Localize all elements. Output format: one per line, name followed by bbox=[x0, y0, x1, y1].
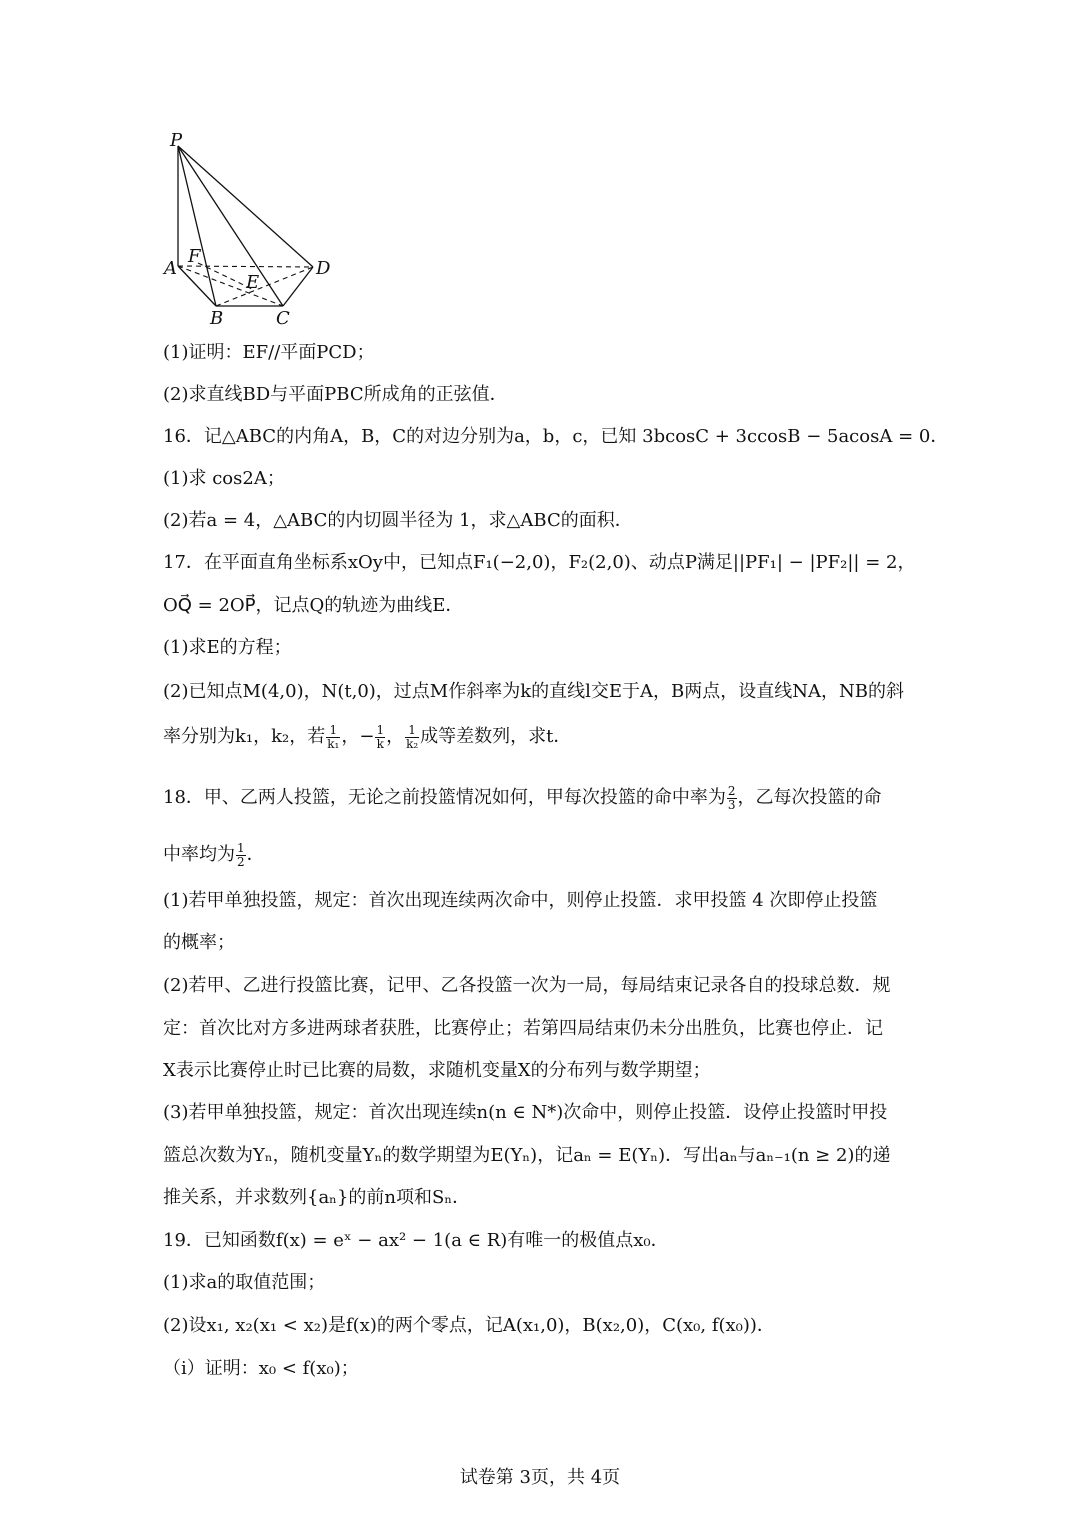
label-E: E bbox=[246, 272, 260, 293]
label-B: B bbox=[210, 308, 224, 329]
page-footer: 试卷第 3页，共 4页 bbox=[459, 1467, 621, 1488]
text-line: X表示比赛停止时已比赛的局数，求随机变量X的分布列与数学期望； bbox=[163, 1060, 711, 1081]
fraction bbox=[405, 724, 419, 751]
edge-PB bbox=[178, 146, 216, 306]
text-line: (1)求a的取值范围； bbox=[163, 1272, 326, 1293]
edge-AB bbox=[178, 266, 216, 306]
text-line: OQ⃗ = 2OP⃗，记点Q的轨迹为曲线E． bbox=[163, 595, 464, 616]
text-segment: 率分别为k₁，k₂，若 bbox=[163, 726, 326, 747]
fraction-numerator: 2 bbox=[727, 783, 736, 798]
text-line: (1)求E的方程； bbox=[163, 637, 292, 658]
edge-CD bbox=[283, 267, 313, 306]
fraction-denominator: k₁ bbox=[327, 736, 340, 751]
text-line: 推关系，并求数列{aₙ}的前n项和Sₙ． bbox=[163, 1187, 471, 1208]
fraction-denominator: 2 bbox=[237, 854, 245, 869]
text-line: (1)证明：EF//平面PCD； bbox=[163, 342, 375, 363]
pyramid-figure bbox=[158, 126, 348, 331]
label-P: P bbox=[170, 130, 183, 151]
text-segment: 中率均为 bbox=[163, 844, 235, 865]
text-line: (2)设x₁, x₂(x₁ < x₂)是f(x)的两个零点，记A(x₁,0)，B(x₂,0)，C(x₀, f(x₀))． bbox=[163, 1315, 775, 1336]
text-segment: ， bbox=[386, 726, 405, 747]
fraction bbox=[236, 842, 246, 869]
text-line: 定：首次比对方多进两球者获胜，比赛停止；若第四局结束仍未分出胜负，比赛也停止．记 bbox=[163, 1018, 883, 1039]
text-line-fractions bbox=[163, 722, 923, 752]
problem-16: 16．记△ABC的内角A，B，C的对边分别为a，b，c，已知 3bcosC + 3ccosB − 5acosA = 0． bbox=[163, 426, 949, 447]
text-line-fractions bbox=[163, 840, 923, 870]
text-segment: 成等差数列，求t． bbox=[420, 726, 572, 747]
fraction-numerator: 1 bbox=[237, 840, 245, 855]
text-line: (1)若甲单独投篮，规定：首次出现连续两次命中，则停止投篮．求甲投篮 4 次即停止投篮 bbox=[163, 890, 878, 911]
text-line: (2)若甲、乙进行投篮比赛，记甲、乙各投篮一次为一局，每局结束记录各自的投球总数．规 bbox=[163, 975, 891, 996]
fraction-numerator: 1 bbox=[405, 724, 419, 738]
label-F: F bbox=[188, 246, 201, 267]
text-line: (1)求 cos2A； bbox=[163, 468, 285, 489]
text-segment: 18．甲、乙两人投篮，无论之前投篮情况如何，甲每次投篮的命中率为 bbox=[163, 787, 726, 808]
problem-18 bbox=[163, 783, 923, 813]
text-line: (2)若a = 4，△ABC的内切圆半径为 1，求△ABC的面积． bbox=[163, 510, 633, 531]
fraction-denominator: k₂ bbox=[406, 736, 419, 751]
text-line: (2)已知点M(4,0)，N(t,0)，过点M作斜率为k的直线l交E于A，B两点，设直线NA，NB的斜 bbox=[163, 681, 904, 702]
fraction-numerator: 1 bbox=[326, 724, 340, 738]
problem-17: 17．在平面直角坐标系xOy中，已知点F₁(−2,0)，F₂(2,0)、动点P满足||PF₁| − |PF₂|| = 2， bbox=[163, 552, 916, 573]
text-line: 的概率； bbox=[163, 932, 235, 953]
text-segment: ，− bbox=[341, 726, 375, 747]
problem-19: 19．已知函数f(x) = eˣ − ax² − 1(a ∈ R)有唯一的极值点x₀． bbox=[163, 1230, 669, 1251]
label-C: C bbox=[276, 308, 290, 329]
label-D: D bbox=[316, 258, 331, 279]
text-line: (3)若甲单独投篮，规定：首次出现连续n(n ∈ N*)次命中，则停止投篮．设停止投篮时甲投 bbox=[163, 1102, 888, 1123]
fraction-denominator: 3 bbox=[727, 797, 736, 812]
text-segment: ，乙每次投篮的命 bbox=[737, 787, 882, 808]
text-line: （i）证明：x₀ < f(x₀)； bbox=[163, 1358, 359, 1379]
label-A: A bbox=[164, 258, 177, 279]
diag-AC bbox=[178, 266, 283, 306]
text-line: (2)求直线BD与平面PBC所成角的正弦值． bbox=[163, 384, 508, 405]
fraction bbox=[375, 724, 385, 751]
fraction-denominator: k bbox=[376, 736, 384, 751]
text-segment: ． bbox=[246, 844, 265, 865]
fraction bbox=[326, 724, 340, 751]
fraction bbox=[727, 785, 737, 812]
fraction-numerator: 1 bbox=[376, 722, 385, 737]
text-line: 篮总次数为Yₙ，随机变量Yₙ的数学期望为E(Yₙ)，记aₙ = E(Yₙ)．写出aₙ与aₙ₋₁(n ≥ 2)的递 bbox=[163, 1145, 891, 1166]
